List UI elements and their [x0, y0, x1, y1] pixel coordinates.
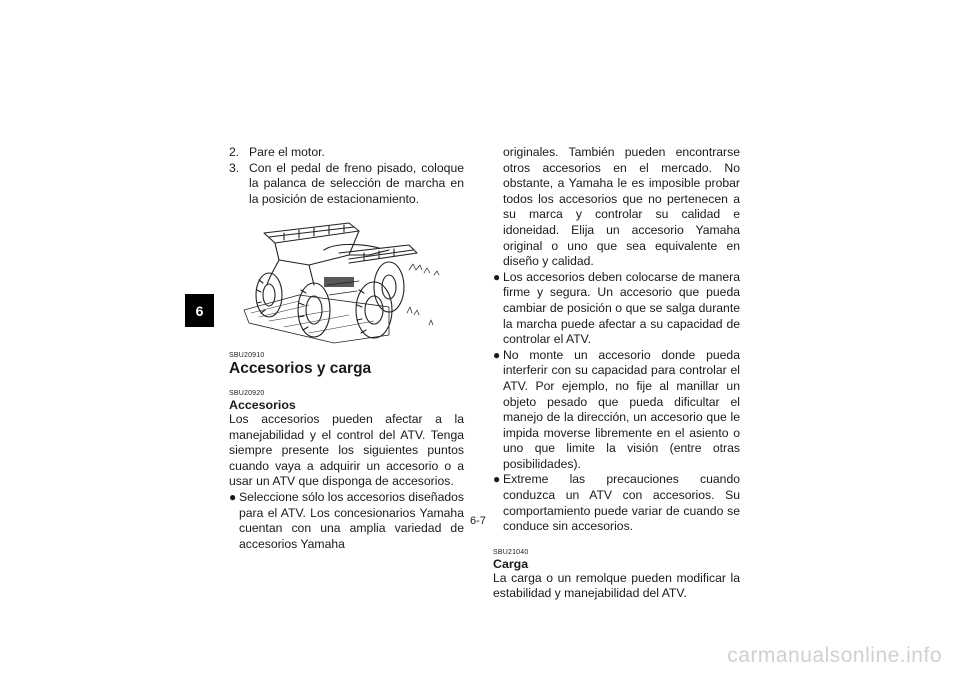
bullet-continuation: originales. También pueden encontrarse otros accesorios en el mercado. No obstante, a Yamaha le es imposible probar todos los accesorios que no pertenecen a su marca y controlar su calidad e idoneidad. Elija un accesorio Yamaha original o uno que sea equivalente en diseño y calidad. — [503, 145, 740, 269]
page-number: 6-7 — [470, 515, 486, 527]
bullet-text: Los accesorios deben colocarse de manera firme y segura. Un accesorio que pueda cambiar de posición o que se salga durante la marcha puede afectar a su capacidad de controlar el ATV. — [503, 269, 740, 347]
right-column — [493, 145, 740, 602]
bullet-item — [493, 472, 740, 534]
section-heading: Accesorios y carga — [229, 359, 372, 377]
subsection-code: SBU21040 — [493, 548, 529, 556]
chapter-tab: 6 — [185, 294, 214, 327]
subsection-heading: Carga — [493, 556, 529, 571]
bullet-item — [493, 348, 740, 473]
section-code: SBU20910 — [229, 351, 265, 359]
step-3 — [229, 161, 464, 208]
left-column — [229, 145, 464, 552]
bullet-text: Extreme las precauciones cuando conduzca un ATV con accesorios. Su comportamiento puede variar de cuando se conduce sin accesorios. — [503, 472, 740, 534]
bullet-item — [493, 270, 740, 348]
bullet-icon: ● — [229, 489, 237, 504]
bullet-icon: ● — [493, 472, 501, 487]
bullet-text: No monte un accesorio donde pueda interferir con su capacidad para controlar el ATV. Por ejemplo, no fije al manillar un objeto pesado que pueda dificultar el manejo de la dirección, un accesorio que le impida moverse libremente en el asiento o uno que limite la visión (entre otras posibilidades). — [503, 347, 740, 471]
bullet-item — [229, 490, 464, 552]
carga-paragraph: La carga o un remolque pueden modificar la estabilidad y manejabilidad del ATV. — [493, 570, 740, 601]
subsection-heading: Accesorios — [229, 397, 296, 412]
atv-parked-illustration — [239, 215, 454, 345]
bullet-text: Seleccione sólo los accesorios diseñados para el ATV. Los concesionarios Yamaha cuentan con una amplia variedad de accesorios Yamaha — [239, 489, 464, 551]
intro-paragraph: Los accesorios pueden afectar a la manejabilidad y el control del ATV. Tenga siempre presente los siguientes puntos cuando vaya a adquirir un accesorio o a usar un ATV que disponga de accesorios. — [229, 411, 464, 489]
step-text: Con el pedal de freno pisado, coloque la palanca de selección de marcha en la posición de estacionamiento. — [249, 160, 464, 206]
bullet-icon: ● — [493, 347, 501, 362]
step-text: Pare el motor. — [249, 145, 325, 159]
step-number: 2. — [229, 145, 240, 159]
step-number: 3. — [229, 160, 240, 175]
watermark: carmanualsonline.info — [727, 644, 942, 667]
step-2 — [229, 145, 464, 161]
subsection-code: SBU20920 — [229, 389, 265, 397]
bullet-icon: ● — [493, 269, 501, 284]
